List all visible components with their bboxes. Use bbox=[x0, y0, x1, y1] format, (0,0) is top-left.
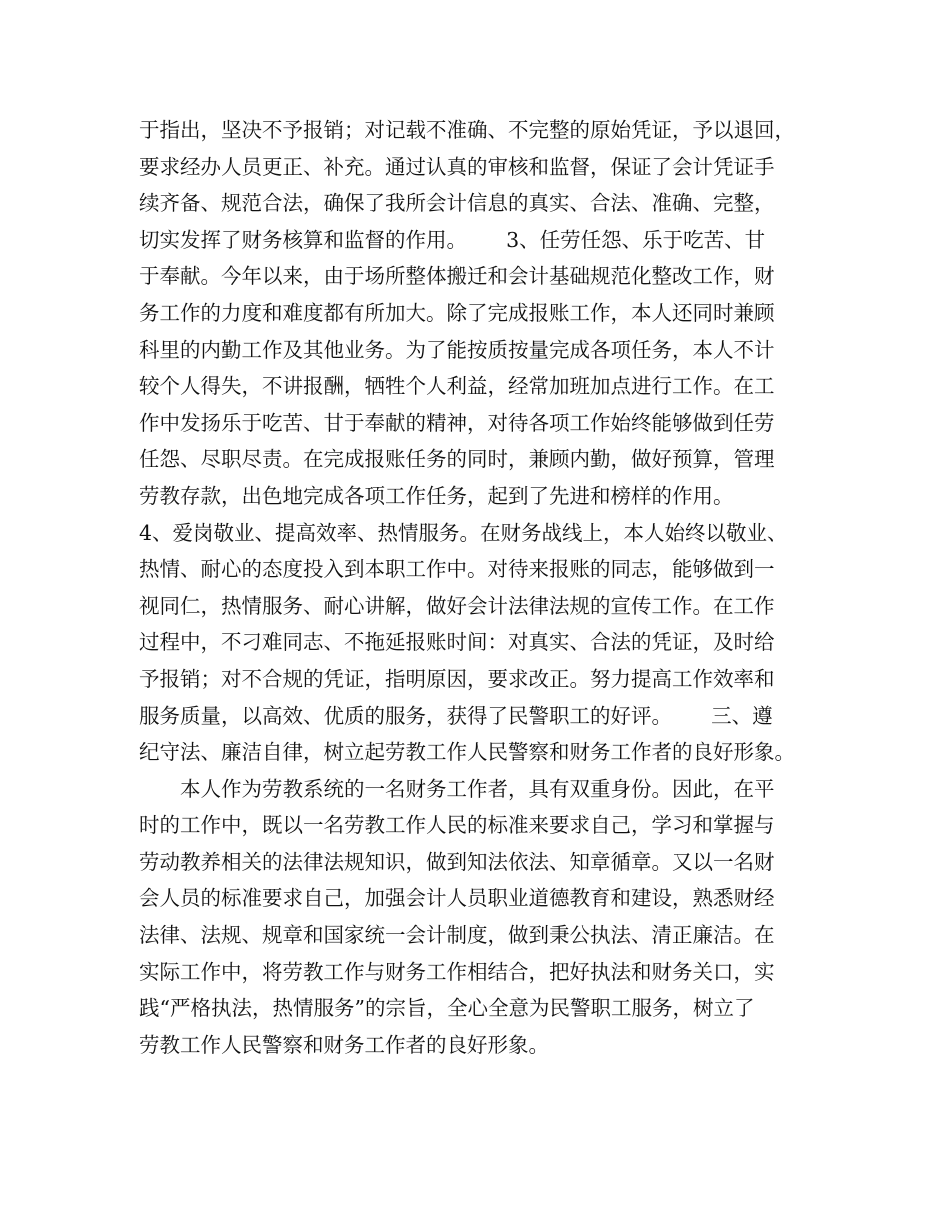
text-line: 会人员的标准要求自己，加强会计人员职业道德教育和建设，熟悉财经 bbox=[139, 886, 775, 911]
text-line: 法律、法规、规章和国家统一会计制度，做到秉公执法、清正廉洁。在 bbox=[139, 923, 775, 948]
text-line: 要求经办人员更正、补充。通过认真的审核和监督，保证了会计凭证手 bbox=[139, 154, 775, 179]
text-line: 纪守法、廉洁自律，树立起劳教工作人民警察和财务工作者的良好形象。 bbox=[139, 740, 795, 765]
text-line: 于指出，坚决不予报销；对记载不准确、不完整的原始凭证，予以退回， bbox=[139, 118, 795, 142]
text-line: 作中发扬乐于吃苦、甘于奉献的精神，对待各项工作始终能够做到任劳 bbox=[139, 410, 775, 435]
text-line: 切实发挥了财务核算和监督的作用。 3、任劳任怨、乐于吃苦、甘 bbox=[139, 227, 766, 252]
text-line: 任怨、尽职尽责。在完成报账任务的同时，兼顾内勤，做好预算，管理 bbox=[139, 447, 775, 472]
document-body bbox=[139, 112, 819, 1063]
text-line: 热情、耐心的态度投入到本职工作中。对待来报账的同志，能够做到一 bbox=[139, 557, 775, 582]
text-line: 视同仁，热情服务、耐心讲解，做好会计法律法规的宣传工作。在工作 bbox=[139, 593, 775, 618]
text-line: 续齐备、规范合法，确保了我所会计信息的真实、合法、准确、完整， bbox=[139, 191, 775, 216]
text-line: 予报销；对不合规的凭证，指明原因，要求改正。努力提高工作效率和 bbox=[139, 666, 775, 691]
text-line: 较个人得失，不讲报酬，牺牲个人利益，经常加班加点进行工作。在工 bbox=[139, 374, 775, 399]
text-line: 劳教工作人民警察和财务工作者的良好形象。 bbox=[139, 1032, 549, 1057]
text-line: 劳动教养相关的法律法规知识，做到知法依法、知章循章。又以一名财 bbox=[139, 849, 775, 874]
text-line: 于奉献。今年以来，由于场所整体搬迁和会计基础规范化整改工作，财 bbox=[139, 264, 775, 289]
text-line: 务工作的力度和难度都有所加大。除了完成报账工作，本人还同时兼顾 bbox=[139, 300, 775, 325]
text-line: 4、爱岗敬业、提高效率、热情服务。在财务战线上，本人始终以敬业、 bbox=[139, 520, 788, 545]
text-line: 践“严格执法，热情服务”的宗旨，全心全意为民警职工服务，树立了 bbox=[139, 996, 755, 1021]
text-line: 实际工作中，将劳教工作与财务工作相结合，把好执法和财务关口，实 bbox=[139, 959, 775, 984]
paragraph-first-line: 本人作为劳教系统的一名财务工作者，具有双重身份。因此，在平 bbox=[180, 776, 775, 801]
text-line: 科里的内勤工作及其他业务。为了能按质按量完成各项任务，本人不计 bbox=[139, 337, 775, 362]
text-line: 时的工作中，既以一名劳教工作人民的标准来要求自己，学习和掌握与 bbox=[139, 813, 775, 838]
text-line: 服务质量，以高效、优质的服务，获得了民警职工的好评。 三、遵 bbox=[139, 703, 773, 728]
text-line: 过程中，不刁难同志、不拖延报账时间：对真实、合法的凭证，及时给 bbox=[139, 630, 775, 655]
text-line: 劳教存款，出色地完成各项工作任务，起到了先进和榜样的作用。 bbox=[139, 483, 734, 508]
